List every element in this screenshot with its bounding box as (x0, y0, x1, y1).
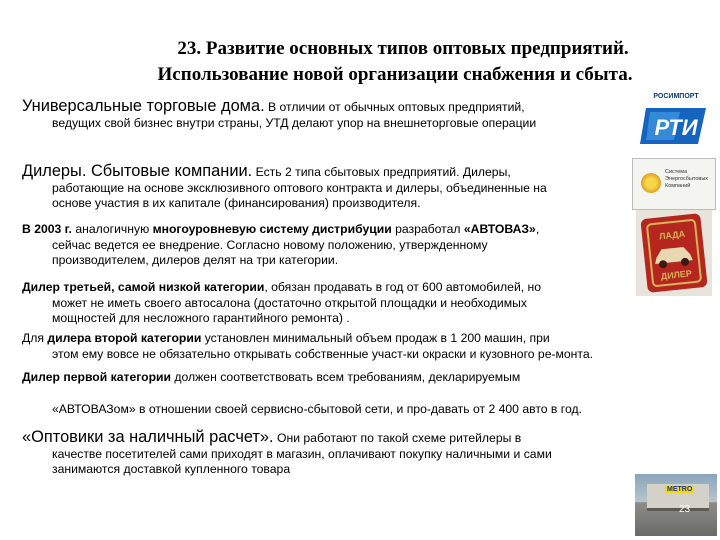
text: аналогичную (71, 222, 153, 236)
sun-icon (641, 173, 661, 193)
rti-mark-icon (640, 100, 712, 150)
text: Они работают по такой схеме ритейлеры в (273, 431, 522, 445)
metro-sign: METRO (667, 486, 693, 493)
text: Для (22, 331, 48, 345)
badge-top-text: ЛАДА (658, 228, 686, 242)
energy-system-caption: Система Энергосбытовых Компаний (665, 169, 709, 189)
text: , обязан продавать в год от 600 автомобилей, но (264, 280, 542, 294)
slide-number: 23 (679, 504, 691, 515)
paragraph-first-category-cont (22, 402, 582, 418)
text-line: производителем, дилеров делят на три категории. (52, 253, 339, 268)
paragraph-third-category (22, 280, 541, 327)
rti-mark-text: РТИ (654, 115, 698, 140)
paragraph-dealers (22, 164, 547, 212)
paragraph-first-category (22, 370, 520, 386)
paragraph-second-category (22, 331, 593, 362)
slide-title (0, 36, 720, 88)
text-line: ведущих свой бизнес внутри страны, УТД делают упор на внешнеторговые операции (52, 115, 537, 130)
distribution-system: многоуровневую систему дистрибуции (152, 222, 392, 236)
text-line: может не иметь своего автосалона (достаточно открытой площадки и необходимых (52, 295, 527, 310)
dealer-badge-icon (636, 210, 712, 296)
rti-caption: РОСИМПОРТ (653, 93, 699, 100)
badge-bottom-text: ДИЛЕР (660, 268, 693, 282)
avtovaz-name: «АВТОВАЗ» (463, 222, 536, 236)
rosimport-rti-logo (640, 93, 712, 153)
paragraph-cash-wholesalers (22, 430, 552, 478)
metro-store-photo (635, 474, 717, 536)
text: Есть 2 типа сбытовых предприятий. Дилеры, (252, 165, 511, 179)
text: В отличии от обычных оптовых предприятий, (264, 100, 525, 114)
text-line: «АВТОВАЗом» в отношении своей сервисно-сбытовой сети, и про-давать от 2 400 авто в год. (52, 402, 582, 416)
text: установлен минимальный объем продаж в 1 200 машин, при (201, 331, 550, 345)
third-category-label: Дилер третьей, самой низкой категории (22, 280, 265, 294)
text: должен соответствовать всем требованиям, декларируемым (171, 370, 521, 384)
text-line: основе участия в их капитале (финансирования) производителя. (52, 196, 421, 211)
paragraph-avtovaz-2003 (22, 222, 539, 269)
heading-dealers: Дилеры. Сбытовые компании. (22, 162, 253, 180)
text: , (535, 222, 540, 236)
second-category-label: дилера второй категории (47, 331, 202, 345)
text-line: этом ему вовсе не обязательно открывать собственные участ-ки окраски и кузовного ре-монта. (52, 346, 594, 361)
slide-title-line-2: Использование новой организации снабжения и сбыта. (157, 64, 633, 85)
slide-title-line-1: 23. Развитие основных типов оптовых предприятий. (177, 38, 629, 59)
year-2003: В 2003 г. (22, 222, 72, 236)
first-category-label: Дилер первой категории (22, 370, 172, 384)
energy-system-logo (632, 158, 716, 210)
text-line: сейчас ведется ее внедрение. Согласно новому положению, утвержденному (52, 237, 488, 252)
text: разработал (391, 222, 464, 236)
heading-trading-houses: Универсальные торговые дома. (22, 97, 265, 115)
text-line: работающие на основе эксклюзивного оптового контракта и дилеры, объединенные на (52, 180, 547, 195)
heading-cash-wholesalers: «Оптовики за наличный расчет». (22, 428, 274, 446)
text-line: мощностей для несложного гарантийного ремонта) . (52, 311, 350, 326)
text-line: занимаются доставкой купленного товара (52, 462, 291, 477)
paragraph-trading-houses (22, 99, 536, 131)
text-line: качестве посетителей сами приходят в магазин, оплачивают покупку наличными и сами (52, 446, 552, 461)
lada-dealer-badge (636, 210, 712, 296)
